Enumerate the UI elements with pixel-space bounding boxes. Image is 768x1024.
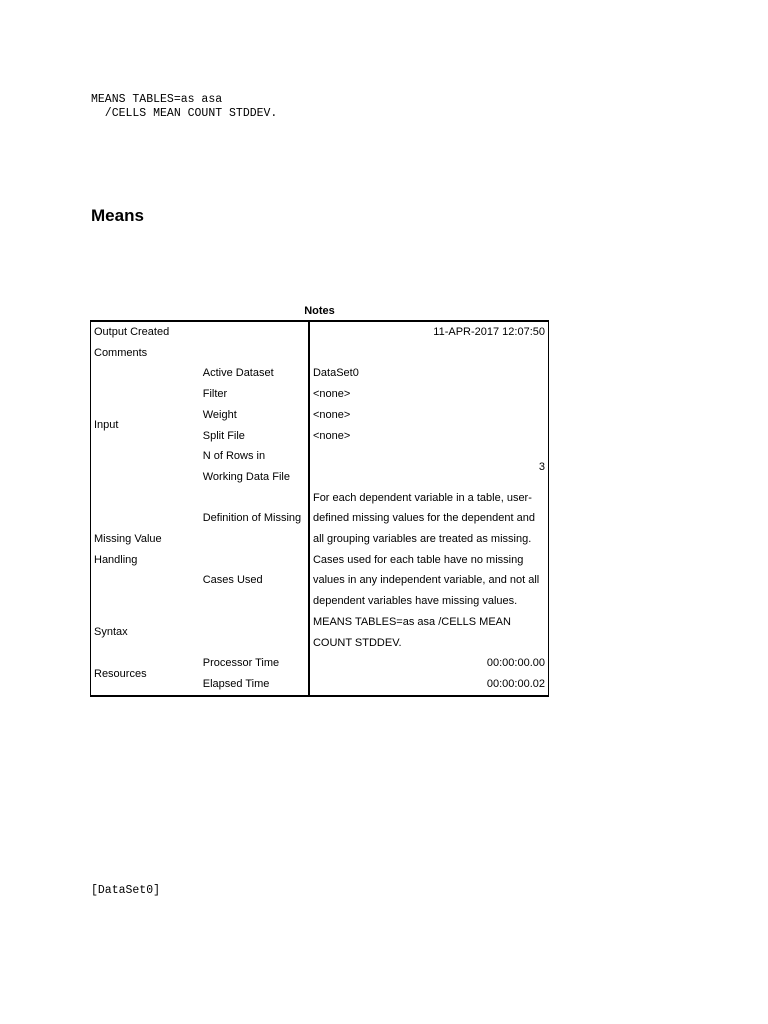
- syntax-value: MEANS TABLES=as asa /CELLS MEAN COUNT STDDEV.: [309, 612, 549, 653]
- syntax-label: Syntax: [94, 626, 128, 639]
- notes-table: [90, 320, 549, 697]
- cases-used-label: Cases Used: [202, 574, 263, 587]
- filter-value: <none>: [309, 384, 549, 405]
- elapsed-time-value: 00:00:00.02: [309, 674, 549, 696]
- missing-value-handling-label: Missing Value Handling: [94, 533, 162, 566]
- table-row: [91, 488, 549, 550]
- table-row: [91, 653, 549, 674]
- active-dataset-value: DataSet0: [309, 363, 549, 384]
- weight-label: Weight: [202, 408, 237, 421]
- split-file-value: <none>: [309, 426, 549, 447]
- weight-value: <none>: [309, 405, 549, 426]
- n-rows-label: N of Rows in Working Data File: [202, 450, 290, 483]
- notes-caption: Notes: [304, 305, 335, 317]
- definition-of-missing-value: For each dependent variable in a table, user-defined missing values for the dependent and all grouping variables are treated as missing.: [309, 488, 549, 550]
- table-row: [91, 363, 549, 384]
- dataset-label: [DataSet0]: [91, 884, 161, 897]
- comments-value: [309, 343, 549, 364]
- active-dataset-label: Active Dataset: [202, 367, 274, 380]
- input-label: Input: [94, 419, 119, 432]
- resources-label: Resources: [94, 667, 147, 680]
- output-created-value: 11-APR-2017 12:07:50: [309, 321, 549, 343]
- split-file-label: Split File: [202, 429, 245, 442]
- filter-label: Filter: [202, 388, 228, 401]
- table-row: [91, 343, 549, 364]
- n-rows-value: 3: [309, 446, 549, 487]
- elapsed-time-label: Elapsed Time: [202, 677, 270, 690]
- syntax-block: [91, 93, 277, 121]
- syntax-line-1: MEANS TABLES=as asa: [91, 93, 223, 106]
- cases-used-value: Cases used for each table have no missing values in any independent variable, and not all dependent variables have missing values.: [309, 550, 549, 612]
- table-row: [91, 321, 549, 343]
- output-created-label: Output Created: [94, 326, 170, 338]
- syntax-line-2: /CELLS MEAN COUNT STDDEV.: [91, 107, 278, 120]
- definition-of-missing-label: Definition of Missing: [202, 512, 302, 525]
- table-row: [91, 612, 549, 653]
- processor-time-value: 00:00:00.00: [309, 653, 549, 674]
- section-heading: Means: [91, 206, 144, 225]
- comments-label: Comments: [94, 346, 148, 359]
- processor-time-label: Processor Time: [202, 657, 280, 670]
